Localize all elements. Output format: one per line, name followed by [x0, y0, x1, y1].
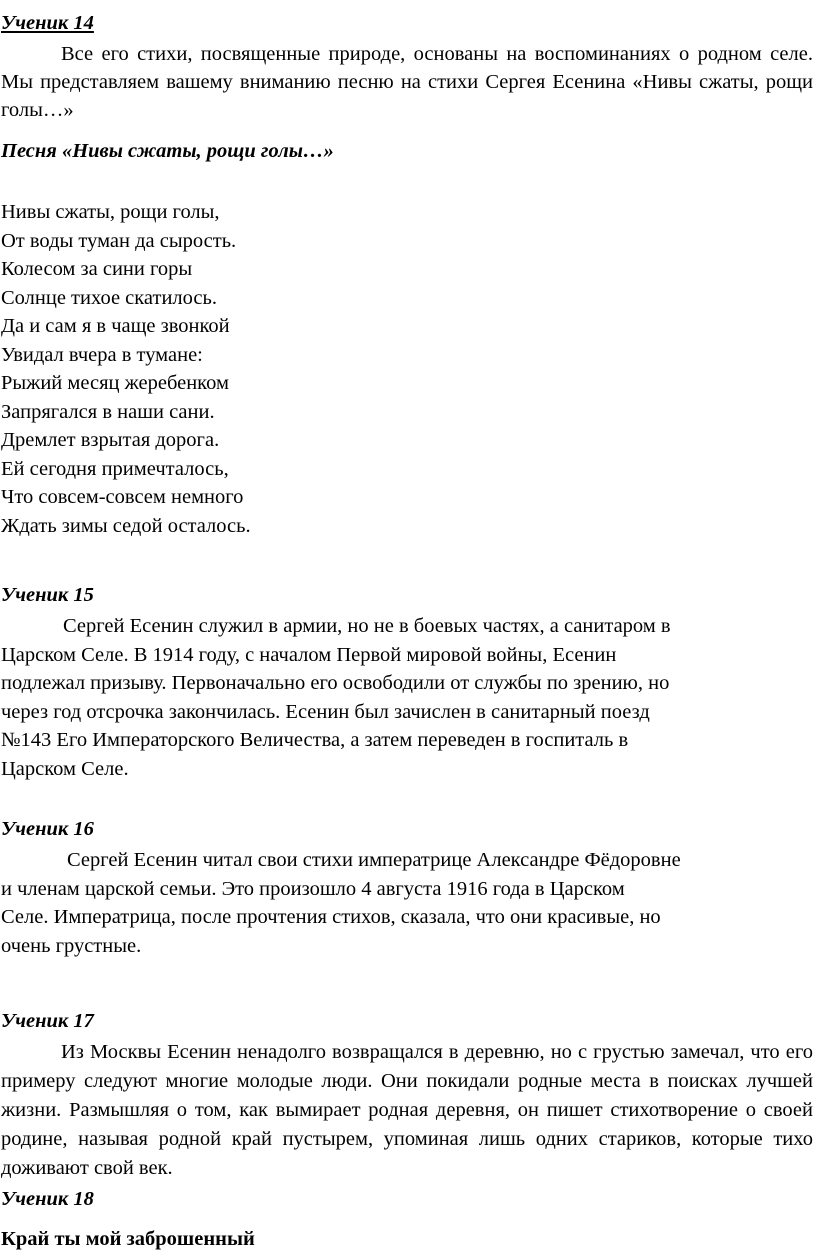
poem-line: Запрягался в наши сани.: [1, 400, 215, 423]
heading-student-16: Ученик 16: [1, 818, 94, 840]
heading-student-15: Ученик 15: [1, 584, 94, 606]
paragraph-student-15: [1, 612, 671, 783]
poem-line: Дремлет взрытая дорога.: [1, 429, 220, 451]
poem-line: Увидал вчера в тумане:: [1, 343, 203, 366]
paragraph-line: через год отсрочка закончилась. Есенин был зачислен в санитарный поезд: [1, 700, 650, 723]
paragraph-line: и членам царской семьи. Это произошло 4 августа 1916 года в Царском: [1, 877, 625, 900]
paragraph-line: Царском Селе. В 1914 году, с началом Первой мировой войны, Есенин: [1, 643, 617, 666]
poem-line: Да и сам я в чаще звонкой: [1, 315, 230, 337]
poem-line: Что совсем-совсем немного: [1, 486, 244, 508]
heading-student-17: Ученик 17: [1, 1010, 94, 1032]
poem-title-student-18: Край ты мой заброшенный: [1, 1228, 255, 1250]
paragraph-student-14: [1, 40, 813, 124]
heading-student-18: Ученик 18: [1, 1188, 94, 1210]
poem-lines: [1, 198, 251, 540]
poem-line: Рыжий месяц жеребенком: [1, 372, 229, 394]
paragraph-line: очень грустные.: [1, 934, 142, 957]
paragraph-student-16: [1, 846, 681, 960]
paragraph-line: Селе. Императрица, после прочтения стихов, сказала, что они красивые, но: [1, 906, 661, 928]
poem-line: Ей сегодня примечталось,: [1, 457, 229, 480]
paragraph-line: подлежал призыву. Первоначально его освободили от службы по зрению, но: [1, 672, 670, 694]
poem-line: Нивы сжаты, рощи голы,: [1, 201, 220, 223]
song-title: Песня «Нивы сжаты, рощи голы…»: [1, 140, 334, 162]
heading-student-14: Ученик 14: [1, 12, 94, 34]
poem-line: Ждать зимы седой осталось.: [1, 514, 251, 537]
paragraph-line: Царском Селе.: [1, 757, 129, 780]
paragraph-student-14-text: Все его стихи, посвященные природе, основаны на воспоминаниях о родном селе. Мы представляем вашему вниманию песню на стихи Сергея Есенина «Нивы сжаты, рощи голы…»: [1, 43, 813, 121]
paragraph-student-17-text: Из Москвы Есенин ненадолго возвращался в деревню, но с грустью замечал, что его примеру следуют многие молодые люди. Они покидали родные места в поисках лучшей жизни. Размышляя о том, как вымирает родная деревня, он пишет стихотворение о своей родине, называя родной край пустырем, упоминая лишь одних стариков, которые тихо доживают свой век.: [1, 1041, 813, 1179]
paragraph-line: Сергей Есенин служил в армии, но не в боевых частях, а санитаром в: [63, 615, 671, 637]
poem-line: Солнце тихое скатилось.: [1, 286, 217, 309]
paragraph-line: Сергей Есенин читал свои стихи императрице Александре Фёдоровне: [67, 849, 681, 871]
poem-line: От воды туман да сырость.: [1, 229, 237, 252]
paragraph-student-17: [1, 1038, 813, 1183]
poem-line: Колесом за сини горы: [1, 258, 193, 280]
paragraph-line: №143 Его Императорского Величества, а затем переведен в госпиталь в: [1, 729, 629, 751]
